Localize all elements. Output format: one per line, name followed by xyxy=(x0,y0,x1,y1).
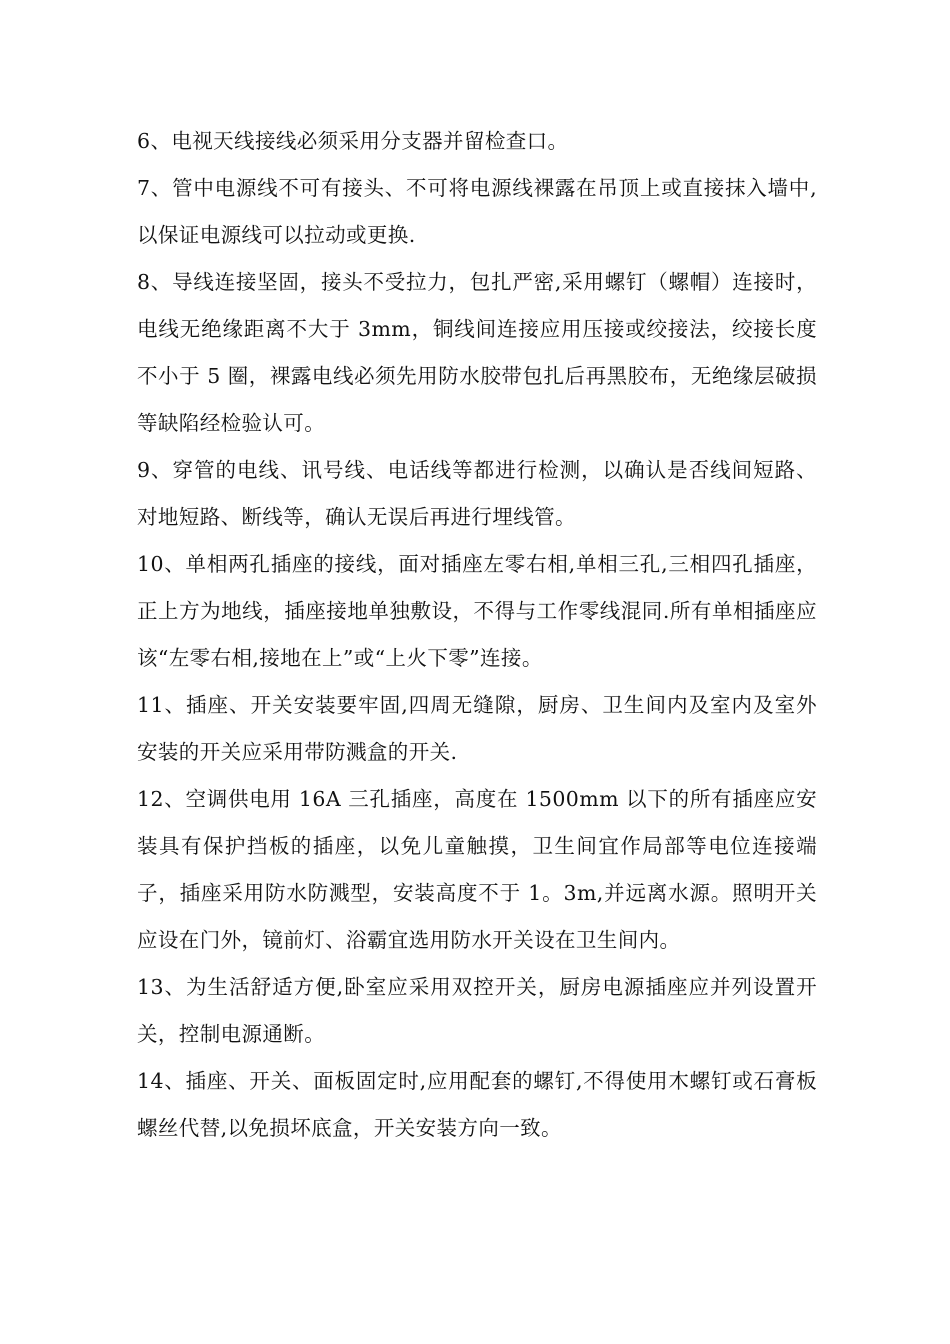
paragraph-item-6: 6、电视天线接线必须采用分支器并留检查口。 xyxy=(137,129,569,153)
paragraph-item-13: 13、为生活舒适方便,卧室应采用双控开关，厨房电源插座应并列设置开关，控制电源通断。 xyxy=(137,975,817,1046)
document-body xyxy=(137,118,817,1152)
paragraph-item-10: 10、单相两孔插座的接线，面对插座左零右相,单相三孔,三相四孔插座，正上方为地线，插座接地单独敷设，不得与工作零线混同.所有单相插座应该“左零右相,接地在上”或“上火下零”连接。 xyxy=(137,552,817,670)
paragraph-item-12: 12、空调供电用 16A 三孔插座，高度在 1500mm 以下的所有插座应安装具有保护挡板的插座，以免儿童触摸，卫生间宜作局部等电位连接端子，插座采用防水防溅型，安装高度不于 1。3m,并远离水源。照明开关应设在门外，镜前灯、浴霸宜选用防水开关设在卫生间内。 xyxy=(137,787,817,952)
paragraph-item-8: 8、导线连接坚固，接头不受拉力，包扎严密,采用螺钉（螺帽）连接时，电线无绝缘距离不大于 3mm，铜线间连接应用压接或绞接法，绞接长度不小于 5 圈，裸露电线必须先用防水胶带包扎后再黑胶布，无绝缘层破损等缺陷经检验认可。 xyxy=(137,270,817,435)
paragraph-item-9: 9、穿管的电线、讯号线、电话线等都进行检测，以确认是否线间短路、对地短路、断线等，确认无误后再进行埋线管。 xyxy=(137,458,817,529)
paragraph-item-14: 14、插座、开关、面板固定时,应用配套的螺钉,不得使用木螺钉或石膏板螺丝代替,以免损坏底盒，开关安装方向一致。 xyxy=(137,1069,817,1140)
paragraph-item-7: 7、管中电源线不可有接头、不可将电源线裸露在吊顶上或直接抹入墙中,以保证电源线可以拉动或更换. xyxy=(137,176,817,247)
paragraph-item-11: 11、插座、开关安装要牢固,四周无缝隙，厨房、卫生间内及室内及室外安装的开关应采用带防溅盒的开关. xyxy=(137,693,817,764)
